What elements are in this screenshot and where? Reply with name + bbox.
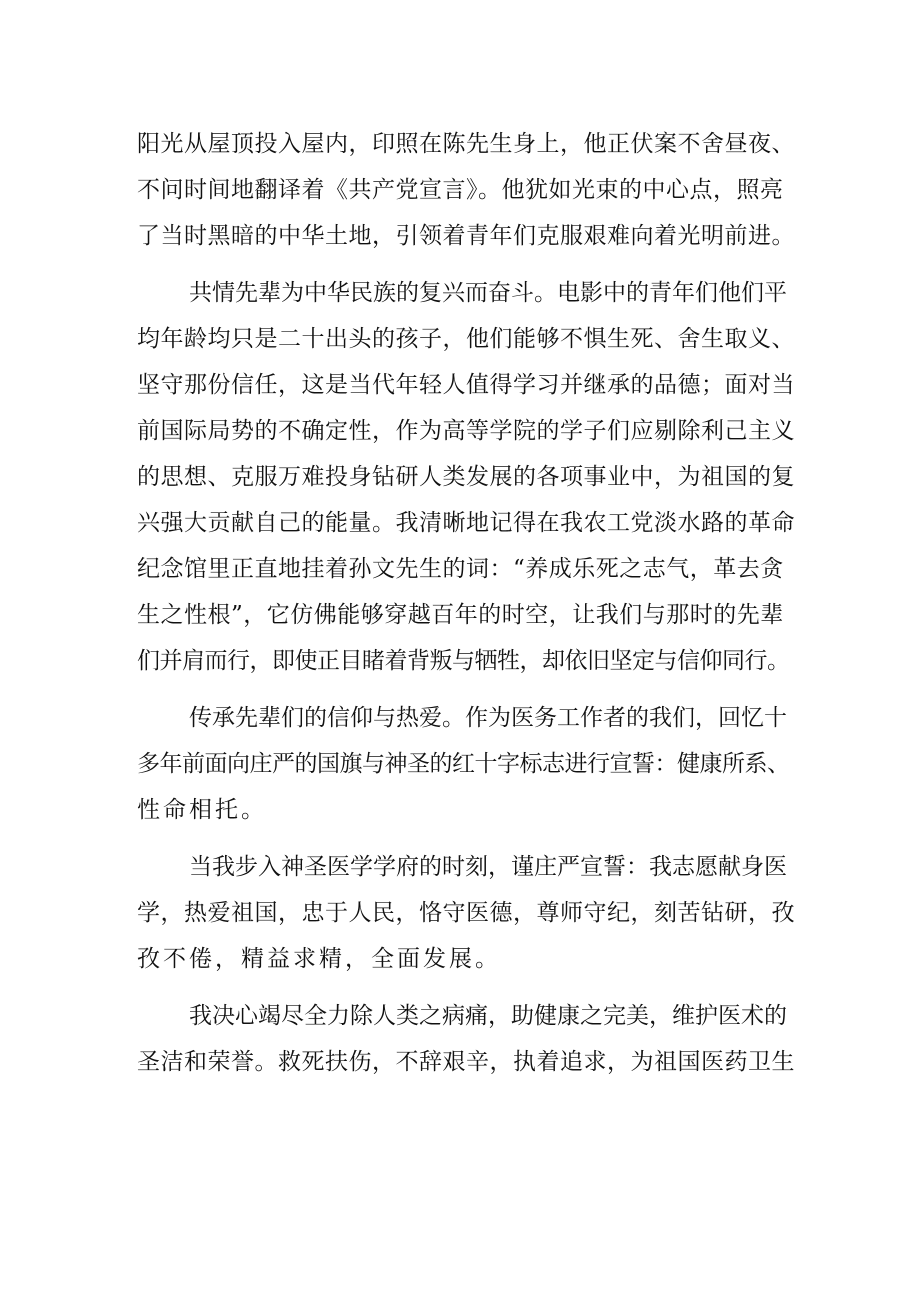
- paragraph-line: 我决心竭尽全力除人类之病痛，助健康之完美，维护医术的: [189, 1003, 787, 1029]
- paragraph-line: 当我步入神圣医学学府的时刻，谨庄严宣誓：我志愿献身医: [189, 854, 787, 880]
- paragraph-1: [137, 121, 797, 259]
- paragraph-line: 兴强大贡献自己的能量。我清晰地记得在我农工党淡水路的革命: [137, 510, 795, 536]
- paragraph-line: 坚守那份信任，这是当代年轻人值得学习并继承的品德；面对当: [137, 372, 795, 398]
- paragraph-line: 了当时黑暗的中华土地，引领着青年们克服艰难向着光明前进。: [137, 223, 795, 249]
- paragraph-line: 均年龄均只是二十出头的孩子，他们能够不惧生死、舍生取义、: [137, 326, 795, 352]
- paragraph-line: 多年前面向庄严的国旗与神圣的红十字标志进行宣誓：健康所系、: [137, 751, 790, 777]
- paragraph-line: 的思想、克服万难投身钻研人类发展的各项事业中，为祖国的复: [137, 464, 795, 490]
- paragraph-line: 生之性根”，它仿佛能够穿越百年的时空，让我们与那时的先辈: [137, 602, 784, 628]
- paragraph-line: 前国际局势的不确定性，作为高等学院的学子们应剔除利己主义: [137, 418, 795, 444]
- paragraph-4: [137, 844, 797, 982]
- document-body: [137, 121, 797, 1096]
- paragraph-line: 阳光从屋顶投入屋内，印照在陈先生身上，他正伏案不舍昼夜、: [137, 131, 795, 157]
- paragraph-2: [137, 270, 797, 684]
- paragraph-line: 性命相托。: [137, 797, 267, 823]
- paragraph-line: 们并肩而行，即使正目睹着背叛与牺牲，却依旧坚定与信仰同行。: [137, 648, 790, 674]
- paragraph-5: [137, 993, 797, 1085]
- paragraph-line: 纪念馆里正直地挂着孙文先生的词：“养成乐死之志气，革去贪: [137, 556, 784, 582]
- paragraph-line: 学，热爱祖国，忠于人民，恪守医德，尊师守纪，刻苦钻研，孜: [137, 900, 795, 926]
- paragraph-3: [137, 695, 797, 833]
- paragraph-line: 共情先辈为中华民族的复兴而奋斗。电影中的青年们他们平: [189, 280, 787, 306]
- paragraph-line: 孜不倦，精益求精，全面发展。: [137, 946, 501, 972]
- paragraph-line: 不问时间地翻译着《共产党宣言》。他犹如光束的中心点，照亮: [137, 177, 784, 203]
- paragraph-line: 圣洁和荣誉。救死扶伤，不辞艰辛，执着追求，为祖国医药卫生: [137, 1049, 795, 1075]
- paragraph-line: 传承先辈们的信仰与热爱。作为医务工作者的我们，回忆十: [189, 705, 787, 731]
